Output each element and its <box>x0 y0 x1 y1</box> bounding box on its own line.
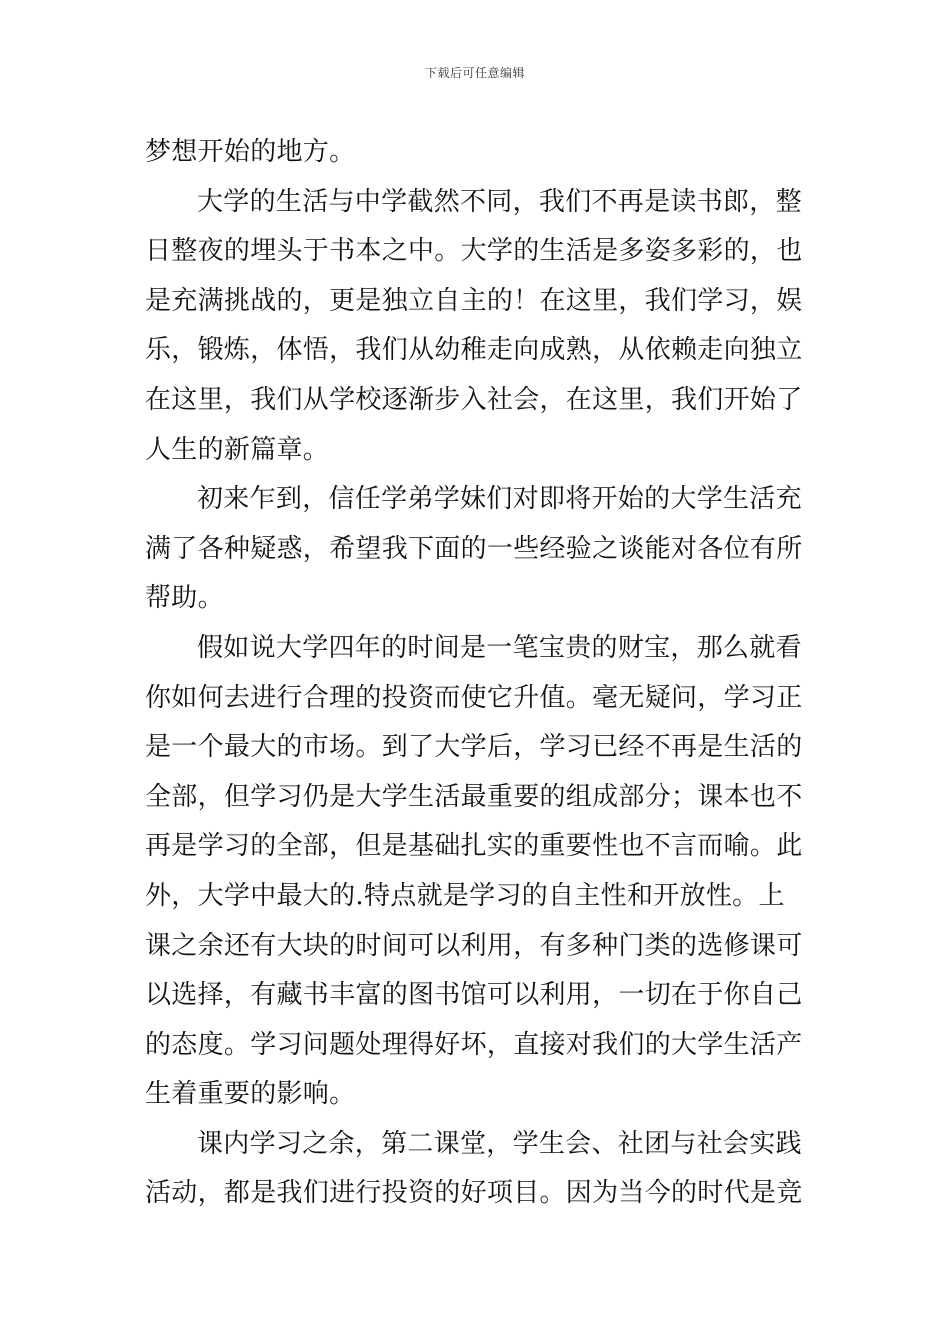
paragraph: 梦想开始的地方。 <box>145 137 356 167</box>
paragraph: 假如说大学四年的时间是一笔宝贵的财宝，那么就看你如何去进行合理的投资而使它升值。毫无疑问，学习正是一个最大的市场。到了大学后，学习已经不再是生活的全部，但学习仍是大学生活最重要的组成部分；课本也不再是学习的全部，但是基础扎实的重要性也不言而喻。此外，大学中最大的.特点就是学习的自主性和开放性。上课之余还有大块的时间可以利用，有多种门类的选修课可以选择，有藏书丰富的图书馆可以利用，一切在于你自己的态度。学习问题处理得好坏，直接对我们的大学生活产生着重要的影响。 <box>145 632 803 1110</box>
paragraph: 大学的生活与中学截然不同，我们不再是读书郎，整日整夜的埋头于书本之中。大学的生活是多姿多彩的，也是充满挑战的，更是独立自主的！在这里，我们学习，娱乐，锻炼，体悟，我们从幼稚走向成熟，从依赖走向独立在这里，我们从学校逐渐步入社会，在这里，我们开始了人生的新篇章。 <box>145 186 803 465</box>
paragraph: 初来乍到，信任学弟学妹们对即将开始的大学生活充满了各种疑惑，希望我下面的一些经验之谈能对各位有所帮助。 <box>145 484 803 614</box>
document-body <box>145 128 805 1219</box>
page-header: 下载后可任意编辑 <box>424 66 525 80</box>
paragraph: 课内学习之余，第二课堂，学生会、社团与社会实践活动，都是我们进行投资的好项目。因为当今的时代是竞 <box>145 1128 803 1209</box>
